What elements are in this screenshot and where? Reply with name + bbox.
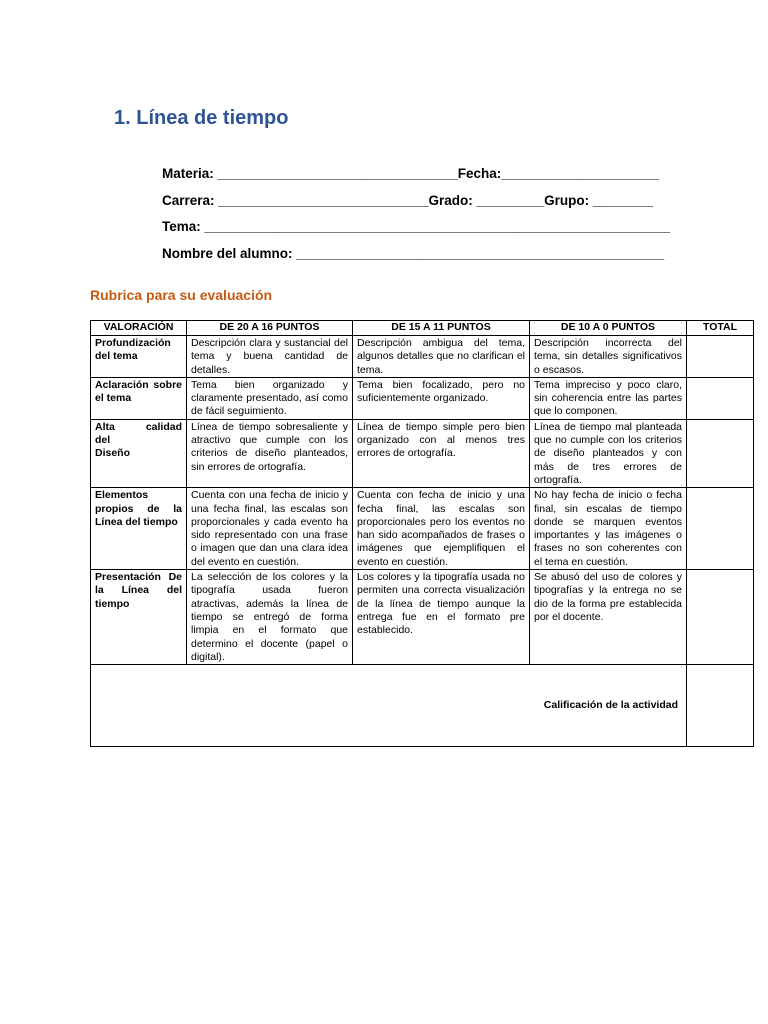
criterion-word: calidad: [145, 420, 182, 433]
total-cell[interactable]: [687, 377, 754, 419]
header-15-11: DE 15 A 11 PUNTOS: [353, 321, 530, 336]
page-title: 1. Línea de tiempo: [114, 107, 289, 129]
materia-fecha-line[interactable]: Materia: ________________________________Fecha:_____________________: [162, 166, 659, 181]
rubric-subtitle: Rubrica para su evaluación: [90, 287, 273, 303]
level-high-cell: La selección de los colores y la tipografía usada fueron atractivas, además la línea de tiempo se entregó de forma limpia en el formato que determino el docente (papel o digital).: [187, 570, 353, 665]
total-cell[interactable]: [687, 336, 754, 378]
level-high-cell: Línea de tiempo sobresaliente y atractivo que cumple con los criterios de diseño planteados, sin errores de ortografía.: [187, 419, 353, 487]
table-row: [91, 488, 754, 570]
level-low-cell: Se abusó del uso de colores y tipografías y la entrega no se dio de la forma pre establecida por el docente.: [530, 570, 687, 665]
student-info-form: [162, 164, 682, 270]
level-mid-cell: Línea de tiempo simple pero bien organizado con al menos tres errores de ortografía.: [353, 419, 530, 487]
final-grade-row: [91, 665, 754, 747]
final-grade-label: Calificación de la actividad: [543, 699, 678, 712]
carrera-grado-grupo-line[interactable]: Carrera: ____________________________Grado: _________Grupo: ________: [162, 192, 653, 208]
level-high-cell: Tema bien organizado y claramente presentado, así como de fácil seguimiento.: [187, 377, 353, 419]
criterion-cell: Aclaración sobre el tema: [91, 377, 187, 419]
level-high-cell: Cuenta con una fecha de inicio y una fecha final, las escalas son proporcionales y cada evento ha sido representado con una frase o imagen que dan una clara idea del evento en cuestión.: [187, 488, 353, 570]
level-low-cell: Línea de tiempo mal planteada que no cumple con los criterios de diseño planteados y con más de tres errores de ortografía.: [530, 419, 687, 487]
table-row: [91, 336, 754, 378]
table-row: [91, 419, 754, 487]
total-cell[interactable]: [687, 570, 754, 665]
total-cell[interactable]: [687, 488, 754, 570]
criterion-cell: Elementos propios de la Línea del tiempo: [91, 488, 187, 570]
nombre-alumno-line[interactable]: Nombre del alumno: _________________________________________________: [162, 245, 665, 261]
total-cell[interactable]: [687, 419, 754, 487]
level-mid-cell: Descripción ambigua del tema, algunos detalles que no clarifican el tema.: [353, 336, 530, 378]
header-10-0: DE 10 A 0 PUNTOS: [530, 321, 687, 336]
header-valoracion: VALORACIÓN: [91, 321, 187, 336]
level-mid-cell: Tema bien focalizado, pero no suficientemente organizado.: [353, 377, 530, 419]
level-low-cell: Tema impreciso y poco claro, sin coherencia entre las partes que lo componen.: [530, 377, 687, 419]
table-row: [91, 570, 754, 665]
header-20-16: DE 20 A 16 PUNTOS: [187, 321, 353, 336]
criterion-cell: [91, 419, 187, 487]
criterion-word: del: [95, 434, 111, 447]
level-high-cell: Descripción clara y sustancial del tema y buena cantidad de detalles.: [187, 336, 353, 378]
tema-line[interactable]: Tema: ______________________________________________________________: [162, 219, 671, 234]
criterion-cell: Profundización del tema: [91, 336, 187, 378]
criterion-word: Alta: [95, 420, 115, 433]
final-grade-total-cell[interactable]: [687, 665, 754, 747]
level-low-cell: No hay fecha de inicio o fecha final, sin escalas de tiempo donde se marquen eventos importantes y las imágenes o frases no son coherentes con el tema en cuestión.: [530, 488, 687, 570]
rubric-header-row: [91, 321, 754, 336]
header-total: TOTAL: [687, 321, 754, 336]
final-grade-label-cell: [91, 665, 687, 747]
criterion-cell: Presentación De la Línea del tiempo: [91, 570, 187, 665]
criterion-word: Diseño: [95, 447, 131, 460]
level-mid-cell: Los colores y la tipografía usada no permiten una correcta visualización de la línea de tiempo aunque la entrega fue en el formato pre establecido.: [353, 570, 530, 665]
level-mid-cell: Cuenta con fecha de inicio y una fecha final, las escalas son proporcionales pero los eventos no han sido acompañados de frases o imágenes que ejemplifiquen el evento en cuestión.: [353, 488, 530, 570]
table-row: [91, 377, 754, 419]
rubric-table: [90, 320, 754, 747]
level-low-cell: Descripción incorrecta del tema, sin detalles significativos o escasos.: [530, 336, 687, 378]
